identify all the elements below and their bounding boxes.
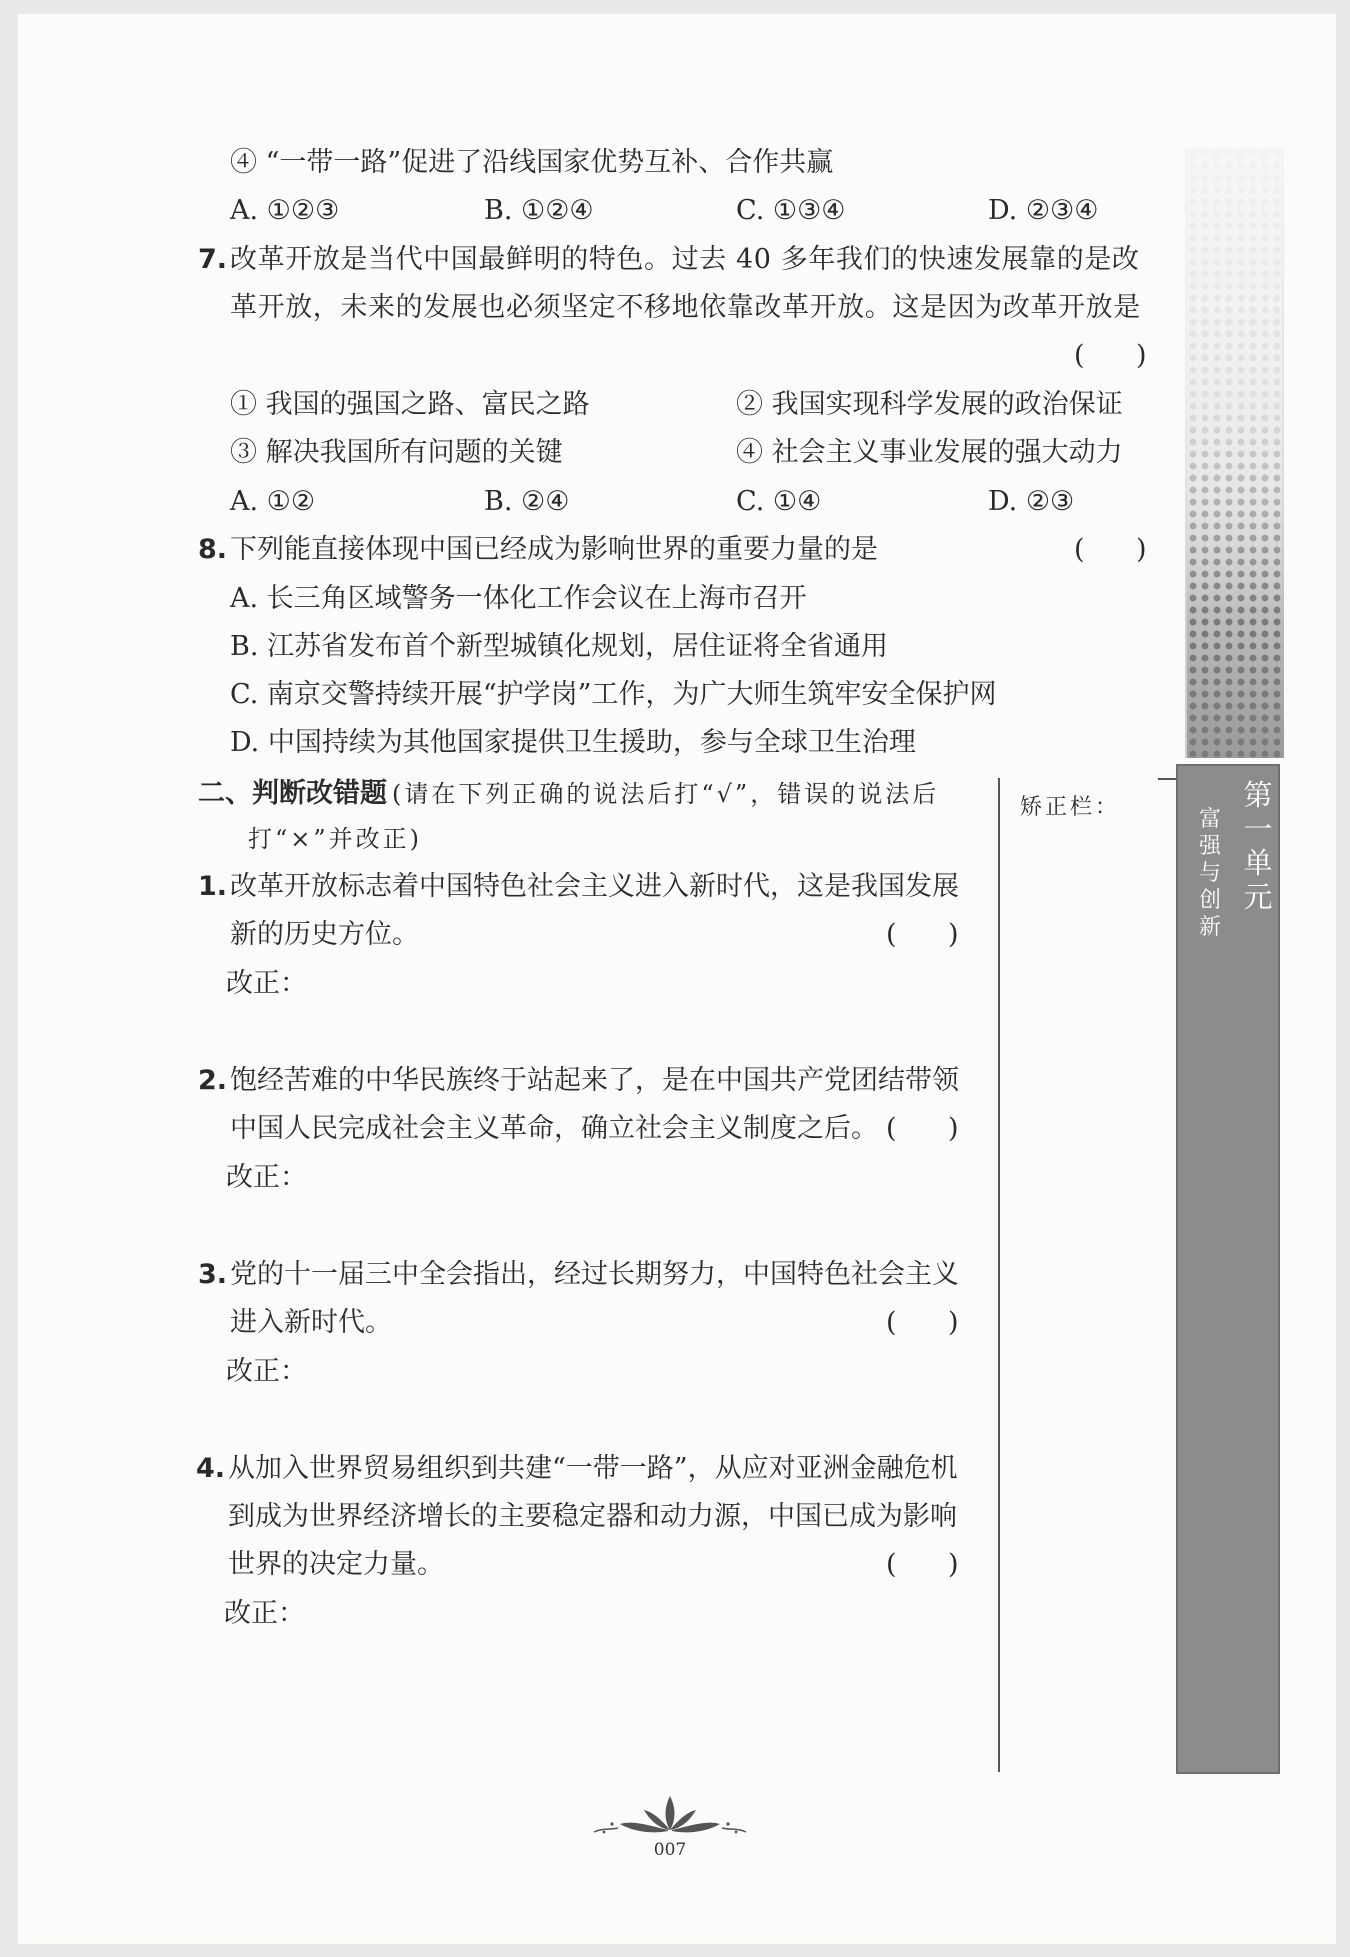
section-2-instruction-1: (请在下列正确的说法后打“√”，错误的说法后 xyxy=(392,780,940,808)
q7-option-a: A. ①② xyxy=(230,486,316,517)
jq3-answer-blank[interactable]: ( ) xyxy=(886,1307,959,1338)
q7-number: 7. xyxy=(198,244,228,275)
q8-option-d: D. 中国持续为其他国家提供卫生援助，参与全球卫生治理 xyxy=(230,727,916,758)
q8-option-a: A. 长三角区域警务一体化工作会议在上海市召开 xyxy=(230,583,807,614)
jq2-line-2: 中国人民完成社会主义革命，确立社会主义制度之后。 xyxy=(230,1113,878,1144)
q8-option-b: B. 江苏省发布首个新型城镇化规划，居住证将全省通用 xyxy=(230,631,889,662)
q7-item-3: ③ 解决我国所有问题的关键 xyxy=(230,437,563,468)
page-number: 007 xyxy=(653,1840,687,1860)
unit-tab xyxy=(1176,764,1280,1774)
q7-item-2: ② 我国实现科学发展的政治保证 xyxy=(736,389,1123,420)
jq1-answer-blank[interactable]: ( ) xyxy=(886,919,959,950)
q6-option-d: D. ②③④ xyxy=(988,195,1099,226)
jq3-fix-label: 改正： xyxy=(226,1356,307,1387)
side-tab-fade xyxy=(1185,148,1282,618)
q7-stem-line-2: 革开放，未来的发展也必须坚定不移地依靠改革开放。这是因为改革开放是 xyxy=(230,292,1141,323)
q8-stem: 下列能直接体现中国已经成为影响世界的重要力量的是 xyxy=(230,534,878,565)
column-divider xyxy=(1158,778,1176,780)
unit-theme: 富 强 与 创 新 xyxy=(1198,807,1221,940)
unit-label: 第 一 单 元 xyxy=(1243,778,1273,914)
jq3-number: 3. xyxy=(198,1259,228,1290)
q6-item-4: ④ “一带一路”促进了沿线国家优势互补、合作共赢 xyxy=(230,147,834,178)
jq1-line-1: 改革开放标志着中国特色社会主义进入新时代，这是我国发展 xyxy=(230,871,959,902)
q7-stem-line-1: 改革开放是当代中国最鲜明的特色。过去 40 多年我们的快速发展靠的是改 xyxy=(230,244,1140,275)
q7-item-4: ④ 社会主义事业发展的强大动力 xyxy=(736,437,1123,468)
jq1-fix-label: 改正： xyxy=(226,968,307,999)
jq4-number: 4. xyxy=(196,1453,226,1484)
q6-option-c: C. ①③④ xyxy=(736,195,846,226)
jq1-line-2: 新的历史方位。 xyxy=(230,919,419,950)
jq3-line-2: 进入新时代。 xyxy=(230,1307,392,1338)
jq4-answer-blank[interactable]: ( ) xyxy=(886,1549,959,1580)
q8-answer-blank[interactable]: ( ) xyxy=(1074,534,1147,565)
correction-column-label: 矫正栏： xyxy=(1020,795,1121,820)
jq4-fix-label: 改正： xyxy=(224,1598,305,1629)
section-2-title: 二、判断改错题 xyxy=(198,778,387,809)
jq2-line-1: 饱经苦难的中华民族终于站起来了，是在中国共产党团结带领 xyxy=(230,1065,959,1096)
jq4-line-1: 从加入世界贸易组织到共建“一带一路”，从应对亚洲金融危机 xyxy=(228,1453,958,1484)
q7-option-c: C. ①④ xyxy=(736,486,822,517)
correction-column xyxy=(998,778,1160,1772)
q6-option-b: B. ①②④ xyxy=(484,195,594,226)
q7-item-1: ① 我国的强国之路、富民之路 xyxy=(230,389,590,420)
q7-option-b: B. ②④ xyxy=(484,486,570,517)
q7-option-d: D. ②③ xyxy=(988,486,1075,517)
jq3-line-1: 党的十一届三中全会指出，经过长期努力，中国特色社会主义 xyxy=(230,1259,959,1290)
jq1-number: 1. xyxy=(198,871,228,902)
q7-answer-blank[interactable]: ( ) xyxy=(1074,340,1147,371)
jq4-line-2: 到成为世界经济增长的主要稳定器和动力源，中国已成为影响 xyxy=(228,1501,957,1532)
jq2-number: 2. xyxy=(198,1065,228,1096)
q6-option-a: A. ①②③ xyxy=(230,195,340,226)
jq4-line-3: 世界的决定力量。 xyxy=(228,1549,444,1580)
q8-option-c: C. 南京交警持续开展“护学岗”工作，为广大师生筑牢安全保护网 xyxy=(230,679,997,710)
jq2-answer-blank[interactable]: ( ) xyxy=(886,1113,959,1144)
q8-number: 8. xyxy=(198,534,228,565)
section-2-instruction-2: 打“×”并改正) xyxy=(248,825,423,853)
floral-ornament-icon xyxy=(590,1790,750,1840)
jq2-fix-label: 改正： xyxy=(226,1162,307,1193)
